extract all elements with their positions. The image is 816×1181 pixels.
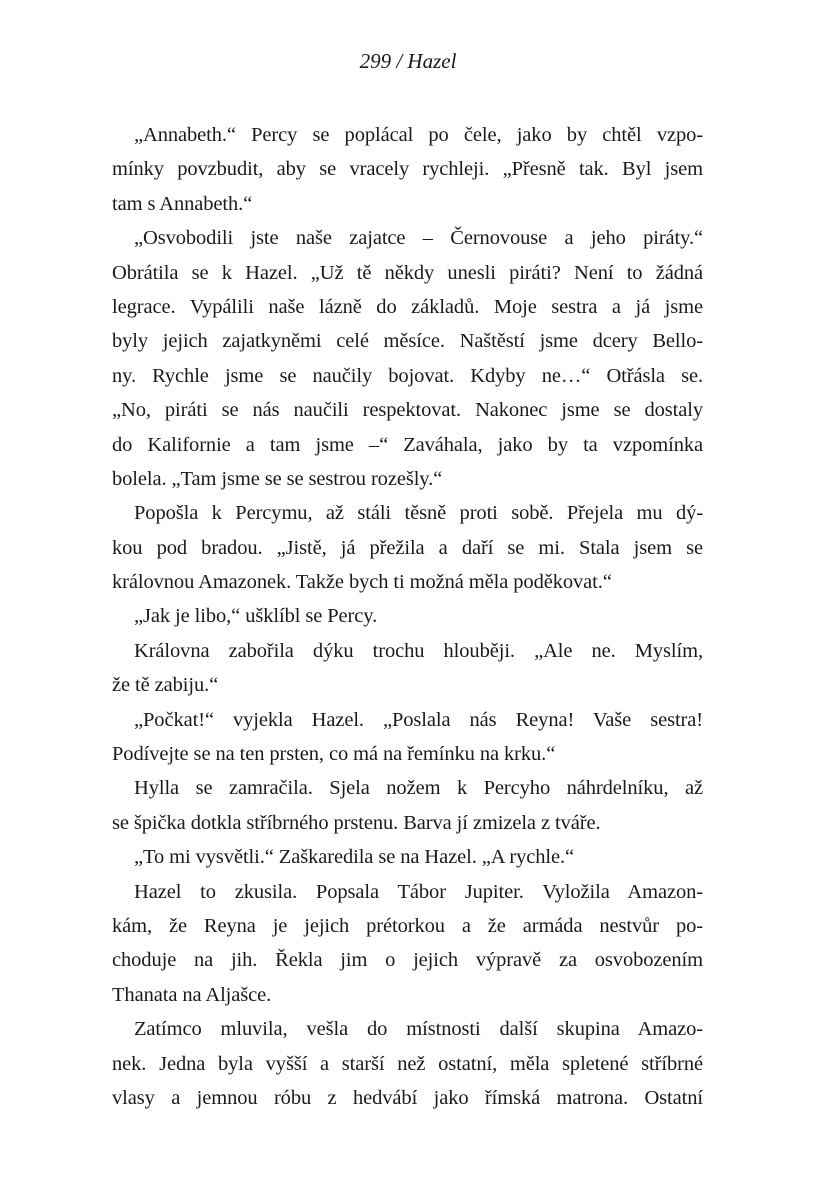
text-line: choduje na jih. Řekla jim o jejich výpravě za osvobozením [112,949,703,972]
text-line: „Annabeth.“ Percy se poplácal po čele, jako by chtěl vzpo- [134,124,703,146]
text-line: Hylla se zamračila. Sjela nožem k Percyho náhrdelníku, až [134,777,703,800]
text-line: „Jak je libo,“ ušklíbl se Percy. [134,605,378,628]
paragraph [112,1012,703,1115]
paragraph [112,771,703,840]
paragraph [112,703,703,772]
text-line: nek. Jedna byla vyšší a starší než ostatní, měla spletené stříbrné [112,1052,703,1075]
text-line: „Osvobodili jste naše zajatce – Černovouse a jeho piráty.“ [134,227,703,250]
text-line: legrace. Vypálili naše lázně do základů. Moje sestra a já jsme [112,295,703,318]
page-body-text [112,118,703,1115]
text-line: do Kalifornie a tam jsme –“ Zaváhala, jako by ta vzpomínka [112,433,703,456]
text-line: Královna zabořila dýku trochu hlouběji. „Ale ne. Myslím, [134,639,703,662]
text-line: „To mi vysvětli.“ Zaškaredila se na Hazel. „A rychle.“ [134,846,574,869]
text-line: Popošla k Percymu, až stáli těsně proti sobě. Přejela mu dý- [134,502,703,525]
paragraph [112,118,703,221]
paragraph [112,634,703,703]
paragraph [112,599,703,633]
paragraph [112,496,703,599]
paragraph [112,875,703,1013]
text-line: „No, piráti se nás naučili respektovat. Nakonec jsme se dostaly [112,399,703,422]
text-line: královnou Amazonek. Takže bych ti možná měla poděkovat.“ [112,571,612,594]
text-line: Thanata na Aljašce. [112,983,272,1006]
text-line: Podívejte se na ten prsten, co má na řemínku na krku.“ [112,743,556,766]
text-line: že tě zabiju.“ [112,674,219,697]
text-line: Zatímco mluvila, vešla do místnosti další skupina Amazo- [134,1018,703,1041]
paragraph [112,221,703,496]
text-line: kám, že Reyna je jejich prétorkou a že armáda nestvůr po- [112,914,703,937]
text-line: „Počkat!“ vyjekla Hazel. „Poslala nás Reyna! Vaše sestra! [134,708,703,731]
text-line: bolela. „Tam jsme se se sestrou rozešly.“ [112,467,443,490]
text-line: byly jejich zajatkyněmi celé měsíce. Naštěstí jsme dcery Bello- [112,330,703,353]
text-line: vlasy a jemnou róbu z hedvábí jako římská matrona. Ostatní [112,1086,703,1109]
text-line: Obrátila se k Hazel. „Už tě někdy unesli piráti? Není to žádná [112,261,703,284]
running-header: 299 / Hazel [359,49,457,73]
text-line: Hazel to zkusila. Popsala Tábor Jupiter. Vyložila Amazon- [134,880,703,903]
paragraph [112,840,703,874]
text-line: kou pod bradou. „Jistě, já přežila a daří se mi. Stala jsem se [112,536,703,559]
text-line: se špička dotkla stříbrného prstenu. Barva jí zmizela z tváře. [112,811,601,834]
text-line: mínky povzbudit, aby se vracely rychleji. „Přesně tak. Byl jsem [112,158,703,181]
text-line: tam s Annabeth.“ [112,192,253,215]
text-line: ny. Rychle jsme se naučily bojovat. Kdyby ne…“ Otřásla se. [112,364,703,387]
